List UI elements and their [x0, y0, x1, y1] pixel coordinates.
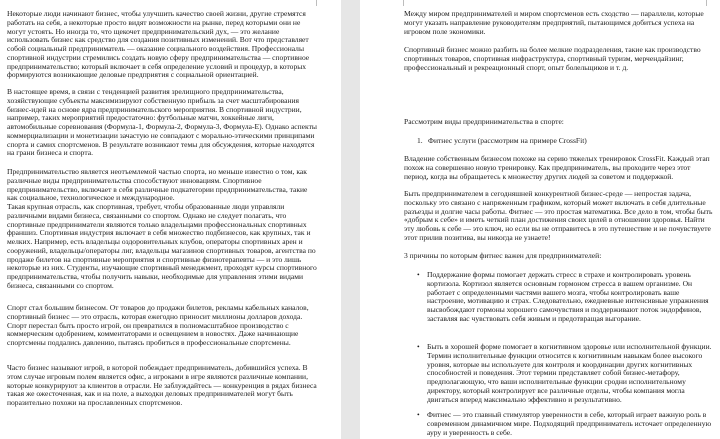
paragraph[interactable]: Между миром предпринимателей и миром спортсменов есть сходство — параллели, которые могут указать направление руководителям предприятий, пытающимся добиться успеха на игровом поле экономики. — [404, 9, 704, 36]
bullet-icon: • — [417, 410, 420, 419]
paragraph[interactable]: Спорт стал большим бизнесом. От товаров до продажи билетов, рекламы кабельных каналов, спортивный бизнес — это отрасль, которая ежегодно приносит миллионы долларов дохода. Спорт перестал быть просто игрой, он превратился в полномасштабное производство с коммерческим одобрением, комментаторами и освещением в новостях. Даже начинающие спортсмены поддались давлению, пытаясь пробиться в профессиональные спортсмены. — [7, 303, 309, 347]
bullet-icon: • — [417, 270, 420, 279]
page-corner-mark — [308, 0, 317, 6]
paragraph[interactable]: Некоторые люди начинают бизнес, чтобы улучшить качество своей жизни, другие стремятся работать на себя, а некоторые просто видят возможности на рынке, перед которыми они не могут устоять. Но иногда то, что щекочет предпринимательский дух, — это желание использовать бизнес как средство для создания позитивных изменений. Вот что представляет собой социальный предприниматель — оказание социального воздействия. Профессионалы спортивной индустрии стремились создать новую сферу предпринимательства — спортивное предпринимательство; который включает в себя определение условий и процедур, в которых формируются возникающие деловые предприятия с социальной ориентацией. — [7, 9, 310, 80]
paragraph[interactable]: 3 причины по которым фитнес важен для предпринимателей: — [404, 251, 602, 260]
page-corner-mark — [706, 0, 715, 6]
paragraph[interactable]: Часто бизнес называют игрой, в которой побеждает предприниматель, добившийся успеха. В этом случае игровым полем является офис, а игроками в игре являются различные компании, которые конкурируют за клиентов в отрасли. Не заблуждайтесь — конкуренция в рядах бизнеса такая же ожесточенная, как и на поле, а выходки деловых предпринимателей могут быть поразительно похожи на прославленных спортсменов. — [7, 363, 317, 407]
bullet-item[interactable]: Поддержание формы помогает держать стресс в страхе и контролировать уровень кортизола. Кортизол является основным гормоном стресса в вашем организме. Он работает с определенными частями вашего мозга, чтобы контролировать ваше настроение, мотивацию и страх. Следовательно, ежедневные интенсивные упражнения высвобождают гормоны хорошего самочувствия и поддерживают поток эндорфинов, заставляя вас чувствовать себя живым и предотвращая выгорание. — [427, 270, 709, 323]
paragraph[interactable]: Такая крупная отрасль, как спортивная, требует, чтобы образованные люди управляли различными видами бизнеса, связанными со спортом. Однако не следует полагать, что спортивные предприниматели являются только владельцами профессиональных спортивных франшиз. Спортивная индустрия включает в себя множество подбизнесов, как крупных, так и мелких. Например, есть владельцы оздоровительных клубов, операторы спортивных арен и сооружений, владельцы/операторы лиг, владельцы магазинов спортивных товаров, агентства по продаже билетов на спортивные мероприятия и спортивные физиотерапевты — и это лишь некоторые из них. Студенты, изучающие спортивный менеджмент, проходят курсы спортивного предпринимательства, чтобы получить навыки, необходимые для управления этими видами бизнеса, связанными со спортом. — [7, 202, 317, 290]
paragraph[interactable]: Быть предпринимателем в сегодняшней конкурентной бизнес-среде — непростая задача, поскольку это связано с напряженным графиком, который может включать в себя длительные разъезды и долгие часы работы. Фитнес — это простая математика. Все дело в том, чтобы быть «добрым к себе» и иметь четкий план достижения своих целей в отношении здоровья. Найти эту любовь к себе — это ключ, но если вы не отправитесь в это путешествие и не почувствуете этот прилив позитива, вы никогда не узнаете! — [404, 189, 713, 242]
paragraph[interactable]: Предпринимательство является неотъемлемой частью спорта, но меньше известно о том, как различные виды предпринимательства способствуют инновациям. Спортивное предпринимательство, включает в себя различные подкатегории предпринимательства, такие как социальное, технологическое и международное. — [7, 167, 308, 203]
paragraph[interactable]: Владение собственным бизнесом похоже на серию тяжелых тренировок CrossFit. Каждый этап похож на совершенно новую тренировку. Как предприниматель, вы проходите через этот период, когда вы обращаетесь к множеству других людей за советом и поддержкой. — [404, 154, 710, 181]
bullet-item[interactable]: Быть в хорошей форме помогает в когнитивном здоровье или исполнительной функции. Термин исполнительные функции относится к когнитивным навыкам более высокого уровня, которые вы используете для контроля и координации других когнитивных способностей и поведения. Этот термин представляет собой бизнес-метафору, предполагающую, что ваши исполнительные функции сродни исполнительному директору, который контролирует все различные отделы, чтобы компания могла двигаться вперед максимально эффективно и результативно. — [427, 342, 712, 404]
bullet-item[interactable]: Фитнес — это главный стимулятор уверенности в себе, который играет важную роль в современном динамичном мире. Подходящий предприниматель источает определенную ауру и уверенность в себе. — [427, 410, 712, 437]
paragraph[interactable]: В настоящее время, в связи с тенденцией развития зрелищного предпринимательства, хозяйствующие субъекты максимизируют собственную прибыль за счет масштабирования бизнес-идей на основе ядра предпринимательского мероприятия. В спортивной индустрии, например, таких мероприятий предостаточно: футбольные матчи, хоккейные лиги, автомобильные соревнования (Формула-1, Формула-2, Формула-3, Формула-Е). Однако аспекты коммерциализации и монетизации зачастую не совпадают с морально-этическими принципами спорта и самих спортсменов. В результате возникают темы для обсуждения, которые находятся на грани бизнеса и спорта. — [7, 87, 317, 158]
bullet-icon: • — [417, 342, 420, 351]
document-page-left[interactable] — [0, 0, 341, 439]
paragraph[interactable]: Спортивный бизнес можно разбить на более мелкие подразделения, такие как производство спортивных товаров, спортивная инфраструктура, спортивный туризм, мерчендайзинг, профессиональный и рекреационный спорт, опыт болельщиков и т. д. — [404, 45, 701, 72]
list-number: 1. — [417, 136, 423, 145]
page-corner-mark — [395, 0, 404, 6]
numbered-list-item[interactable]: Фитнес услуги (рассмотрим на примере CrossFit) — [428, 136, 587, 145]
document-page-right[interactable] — [360, 0, 720, 439]
page-gap — [341, 0, 360, 439]
paragraph[interactable]: Рассмотрим виды предпринимательства в спорте: — [404, 117, 564, 126]
